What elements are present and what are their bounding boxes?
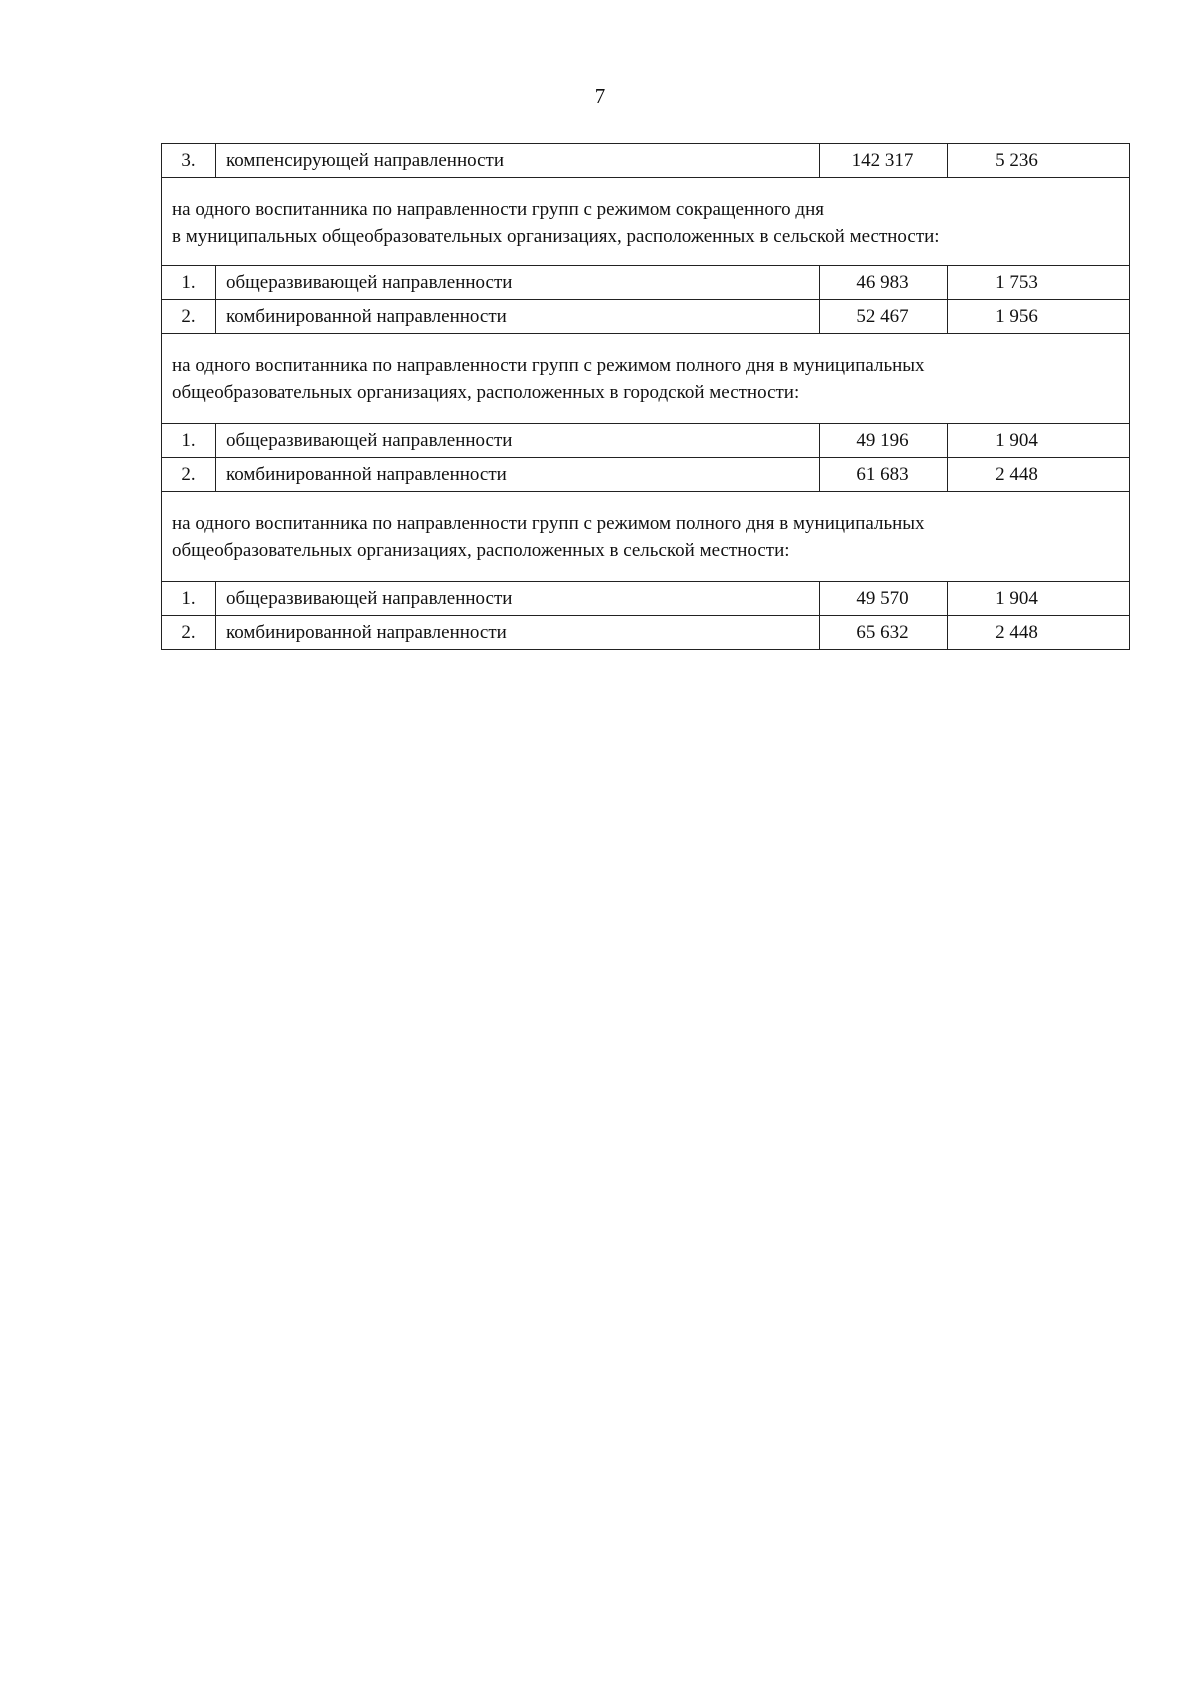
row-name: комбинированной направленности: [216, 616, 820, 650]
row-value-1: 65 632: [820, 616, 948, 650]
section-heading: [162, 334, 1130, 424]
section-heading-row: [162, 334, 1130, 424]
row-name: комбинированной направленности: [216, 458, 820, 492]
table-row: [162, 458, 1130, 492]
section-heading-row: [162, 492, 1130, 582]
row-number: 1.: [162, 266, 216, 300]
section-heading: [162, 492, 1130, 582]
row-value-2: 1 753: [948, 266, 1130, 300]
row-value-1: 142 317: [820, 144, 948, 178]
row-number: 1.: [162, 424, 216, 458]
row-value-2: 1 904: [948, 582, 1130, 616]
section-heading-line: на одного воспитанника по направленности групп с режимом полного дня в муниципальных: [172, 513, 925, 534]
row-name: общеразвивающей направленности: [216, 582, 820, 616]
row-number: 1.: [162, 582, 216, 616]
section-heading-line: на одного воспитанника по направленности групп с режимом полного дня в муниципальных: [172, 355, 925, 376]
row-value-1: 49 570: [820, 582, 948, 616]
row-number: 2.: [162, 300, 216, 334]
row-value-2: 1 904: [948, 424, 1130, 458]
table-row: [162, 144, 1130, 178]
table-row: [162, 582, 1130, 616]
row-value-2: 1 956: [948, 300, 1130, 334]
section-heading-line: общеобразовательных организациях, расположенных в сельской местности:: [172, 540, 790, 561]
section-heading-line: на одного воспитанника по направленности групп с режимом сокращенного дня: [172, 199, 824, 220]
row-name: комбинированной направленности: [216, 300, 820, 334]
row-name: общеразвивающей направленности: [216, 266, 820, 300]
row-value-2: 2 448: [948, 616, 1130, 650]
table-row: [162, 300, 1130, 334]
norms-table: [161, 143, 1130, 650]
row-value-1: 46 983: [820, 266, 948, 300]
row-number: 2.: [162, 616, 216, 650]
row-name: компенсирующей направленности: [216, 144, 820, 178]
row-number: 2.: [162, 458, 216, 492]
row-name: общеразвивающей направленности: [216, 424, 820, 458]
row-number: 3.: [162, 144, 216, 178]
page-number: 7: [594, 84, 606, 108]
section-heading-line: общеобразовательных организациях, расположенных в городской местности:: [172, 382, 800, 403]
table-row: [162, 424, 1130, 458]
row-value-2: 2 448: [948, 458, 1130, 492]
table-row: [162, 616, 1130, 650]
row-value-1: 49 196: [820, 424, 948, 458]
section-heading-row: [162, 178, 1130, 266]
row-value-2: 5 236: [948, 144, 1130, 178]
row-value-1: 52 467: [820, 300, 948, 334]
section-heading-line: в муниципальных общеобразовательных организациях, расположенных в сельской местности:: [172, 226, 940, 247]
section-heading: [162, 178, 1130, 266]
row-value-1: 61 683: [820, 458, 948, 492]
table-row: [162, 266, 1130, 300]
